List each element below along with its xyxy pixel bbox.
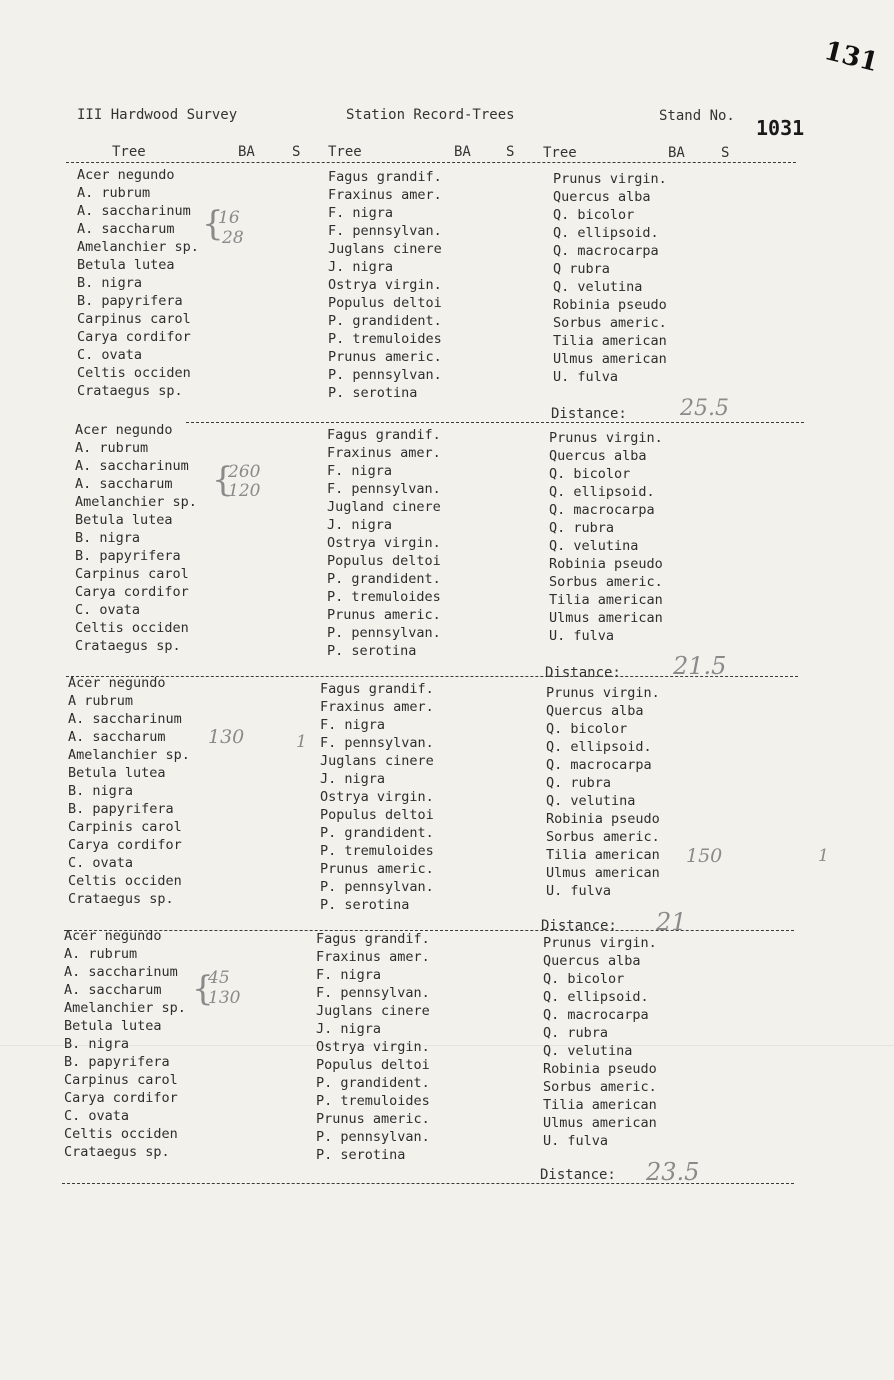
tree-species: Sorbus americ. bbox=[546, 829, 660, 845]
tree-species: Populus deltoi bbox=[316, 1057, 430, 1073]
tree-species: Tilia american bbox=[543, 1097, 657, 1113]
tree-species: Quercus alba bbox=[549, 448, 647, 464]
block-divider bbox=[62, 1183, 794, 1184]
handwritten-ba: 120 bbox=[228, 481, 261, 501]
col-header-tree-2: Tree bbox=[328, 144, 362, 160]
tree-species: Prunus americ. bbox=[328, 349, 442, 365]
tree-species: P. pennsylvan. bbox=[320, 879, 434, 895]
tree-species: Q. rubra bbox=[549, 520, 615, 536]
header-divider bbox=[66, 162, 796, 163]
tree-species: Robinia pseudo bbox=[543, 1061, 657, 1077]
tree-species: Prunus americ. bbox=[320, 861, 434, 877]
tree-species: Celtis occiden bbox=[77, 365, 191, 381]
col-header-ba-2: BA bbox=[454, 144, 471, 160]
block4-col3 bbox=[543, 934, 657, 1150]
tree-species: Q. ellipsoid. bbox=[546, 739, 652, 755]
tree-species: Crataegus sp. bbox=[68, 891, 174, 907]
tree-species: B. papyrifera bbox=[75, 548, 181, 564]
handwritten-ba: 260 bbox=[228, 462, 261, 482]
distance-label: Distance: bbox=[541, 918, 617, 934]
block1-col1 bbox=[77, 166, 199, 400]
tree-species: Q. bicolor bbox=[549, 466, 631, 482]
block3-col3 bbox=[546, 684, 660, 900]
tree-species: Fagus grandif. bbox=[327, 427, 441, 443]
tree-species: Robinia pseudo bbox=[553, 297, 667, 313]
tree-species: F. nigra bbox=[327, 463, 393, 479]
tree-species: Crataegus sp. bbox=[64, 1144, 170, 1160]
tree-species: P. serotina bbox=[320, 897, 410, 913]
tree-species: P. grandident. bbox=[320, 825, 434, 841]
tree-species: P. pennsylvan. bbox=[328, 367, 442, 383]
handwritten-s: 1 bbox=[296, 732, 307, 752]
tree-species: A. saccharum bbox=[64, 982, 162, 998]
tree-species: F. nigra bbox=[316, 967, 382, 983]
tree-species: Ulmus american bbox=[553, 351, 667, 367]
tree-species: P. tremuloides bbox=[316, 1093, 430, 1109]
tree-species: Sorbus americ. bbox=[553, 315, 667, 331]
tree-species: Ulmus american bbox=[549, 610, 663, 626]
tree-species: F. pennsylvan. bbox=[328, 223, 442, 239]
col-header-ba-3: BA bbox=[668, 145, 685, 161]
tree-species: Q. velutina bbox=[549, 538, 639, 554]
tree-species: A. saccharum bbox=[75, 476, 173, 492]
tree-species: A. saccharum bbox=[68, 729, 166, 745]
tree-species: J. nigra bbox=[327, 517, 393, 533]
tree-species: A. saccharinum bbox=[68, 711, 182, 727]
tree-species: Sorbus americ. bbox=[543, 1079, 657, 1095]
tree-species: A. saccharinum bbox=[75, 458, 189, 474]
tree-species: Carpinis carol bbox=[68, 819, 182, 835]
tree-species: B. papyrifera bbox=[68, 801, 174, 817]
block3-col2 bbox=[320, 680, 434, 914]
tree-species: Prunus virgin. bbox=[549, 430, 663, 446]
tree-species: P. grandident. bbox=[316, 1075, 430, 1091]
tree-species: Betula lutea bbox=[77, 257, 175, 273]
tree-species: Fraxinus amer. bbox=[316, 949, 430, 965]
tree-species: Fagus grandif. bbox=[328, 169, 442, 185]
tree-species: Acer negundo bbox=[64, 928, 162, 944]
tree-species: Carya cordifor bbox=[77, 329, 191, 345]
tree-species: Ostrya virgin. bbox=[328, 277, 442, 293]
tree-species: Betula lutea bbox=[64, 1018, 162, 1034]
handwritten-s: 1 bbox=[818, 846, 829, 866]
tree-species: A. saccharum bbox=[77, 221, 175, 237]
tree-species: B. nigra bbox=[68, 783, 134, 799]
tree-species: Q. macrocarpa bbox=[543, 1007, 649, 1023]
block2-col3 bbox=[549, 429, 663, 645]
tree-species: P. grandident. bbox=[327, 571, 441, 587]
handwritten-ba: 130 bbox=[208, 988, 241, 1008]
block-divider bbox=[186, 422, 804, 423]
tree-species: Ostrya virgin. bbox=[320, 789, 434, 805]
tree-species: A rubrum bbox=[68, 693, 134, 709]
distance-value: 21 bbox=[656, 908, 687, 936]
tree-species: J. nigra bbox=[328, 259, 394, 275]
tree-species: Celtis occiden bbox=[75, 620, 189, 636]
tree-species: C. ovata bbox=[64, 1108, 130, 1124]
handwritten-ba: 45 bbox=[208, 968, 230, 988]
tree-species: Prunus americ. bbox=[316, 1111, 430, 1127]
tree-species: Quercus alba bbox=[546, 703, 644, 719]
tree-species: Carya cordifor bbox=[75, 584, 189, 600]
stand-label: Stand No. bbox=[659, 108, 735, 124]
tree-species: P. pennsylvan. bbox=[327, 625, 441, 641]
tree-species: Q. bicolor bbox=[553, 207, 635, 223]
col-header-ba-1: BA bbox=[238, 144, 255, 160]
corner-mark: 131 bbox=[821, 35, 882, 79]
tree-species: Quercus alba bbox=[543, 953, 641, 969]
tree-species: Fraxinus amer. bbox=[327, 445, 441, 461]
form-title: Station Record-Trees bbox=[346, 107, 515, 123]
tree-species: Populus deltoi bbox=[327, 553, 441, 569]
handwritten-ba: 28 bbox=[222, 228, 244, 248]
tree-species: U. fulva bbox=[546, 883, 612, 899]
tree-species: Fraxinus amer. bbox=[320, 699, 434, 715]
handwritten-brace: { bbox=[212, 460, 234, 500]
tree-species: Robinia pseudo bbox=[549, 556, 663, 572]
col-header-s-3: S bbox=[721, 145, 730, 161]
tree-species: Jugland cinere bbox=[327, 499, 441, 515]
tree-species: Juglans cinere bbox=[316, 1003, 430, 1019]
tree-species: Q. rubra bbox=[543, 1025, 609, 1041]
distance-value: 25.5 bbox=[680, 396, 729, 421]
survey-section-title: III Hardwood Survey bbox=[77, 107, 238, 123]
tree-species: Q. ellipsoid. bbox=[543, 989, 649, 1005]
tree-species: Q. velutina bbox=[553, 279, 643, 295]
tree-species: Juglans cinere bbox=[328, 241, 442, 257]
tree-species: J. nigra bbox=[320, 771, 386, 787]
tree-species: F. pennsylvan. bbox=[320, 735, 434, 751]
distance-value: 21.5 bbox=[673, 652, 727, 680]
tree-species: Celtis occiden bbox=[64, 1126, 178, 1142]
tree-species: Fraxinus amer. bbox=[328, 187, 442, 203]
tree-species: Populus deltoi bbox=[328, 295, 442, 311]
tree-species: P. tremuloides bbox=[327, 589, 441, 605]
block4-col1 bbox=[64, 927, 186, 1161]
distance-label: Distance: bbox=[545, 665, 621, 681]
tree-species: A. saccharinum bbox=[64, 964, 178, 980]
tree-species: Fagus grandif. bbox=[316, 931, 430, 947]
tree-species: Carya cordifor bbox=[68, 837, 182, 853]
handwritten-ba: 150 bbox=[686, 845, 723, 867]
tree-species: C. ovata bbox=[77, 347, 143, 363]
tree-species: C. ovata bbox=[75, 602, 141, 618]
tree-species: Q rubra bbox=[553, 261, 610, 277]
tree-species: Carpinus carol bbox=[77, 311, 191, 327]
tree-species: A. rubrum bbox=[75, 440, 149, 456]
tree-species: Amelanchier sp. bbox=[68, 747, 190, 763]
paper-fold bbox=[0, 1045, 894, 1046]
distance-label: Distance: bbox=[551, 406, 627, 422]
tree-species: F. nigra bbox=[328, 205, 394, 221]
tree-species: Prunus virgin. bbox=[546, 685, 660, 701]
tree-species: Carya cordifor bbox=[64, 1090, 178, 1106]
tree-species: Betula lutea bbox=[68, 765, 166, 781]
tree-species: Q. bicolor bbox=[543, 971, 625, 987]
tree-species: Q. rubra bbox=[546, 775, 612, 791]
col-header-s-1: S bbox=[292, 144, 301, 160]
distance-value: 23.5 bbox=[646, 1158, 700, 1186]
tree-species: Fagus grandif. bbox=[320, 681, 434, 697]
tree-species: B. nigra bbox=[77, 275, 143, 291]
stand-number: 1031 bbox=[756, 116, 805, 140]
tree-species: P. grandident. bbox=[328, 313, 442, 329]
tree-species: P. serotina bbox=[328, 385, 418, 401]
handwritten-brace: { bbox=[192, 969, 214, 1009]
tree-species: Q. ellipsoid. bbox=[549, 484, 655, 500]
col-header-tree-1: Tree bbox=[112, 144, 146, 160]
tree-species: U. fulva bbox=[553, 369, 619, 385]
tree-species: Tilia american bbox=[553, 333, 667, 349]
block2-col2 bbox=[327, 426, 441, 660]
block2-col1 bbox=[75, 421, 197, 655]
tree-species: Carpinus carol bbox=[75, 566, 189, 582]
tree-species: Amelanchier sp. bbox=[77, 239, 199, 255]
tree-species: Q. velutina bbox=[546, 793, 636, 809]
block3-col1 bbox=[68, 674, 190, 908]
tree-species: F. pennsylvan. bbox=[316, 985, 430, 1001]
tree-species: Prunus virgin. bbox=[543, 935, 657, 951]
tree-species: Tilia american bbox=[546, 847, 660, 863]
tree-species: A. rubrum bbox=[77, 185, 151, 201]
tree-species: Q. macrocarpa bbox=[549, 502, 655, 518]
tree-species: Amelanchier sp. bbox=[75, 494, 197, 510]
handwritten-ba: 16 bbox=[218, 208, 240, 228]
tree-species: A. rubrum bbox=[64, 946, 138, 962]
tree-species: Acer negundo bbox=[75, 422, 173, 438]
tree-species: C. ovata bbox=[68, 855, 134, 871]
tree-species: Quercus alba bbox=[553, 189, 651, 205]
tree-species: Tilia american bbox=[549, 592, 663, 608]
tree-species: P. pennsylvan. bbox=[316, 1129, 430, 1145]
tree-species: Prunus virgin. bbox=[553, 171, 667, 187]
tree-species: Ulmus american bbox=[546, 865, 660, 881]
tree-species: B. papyrifera bbox=[64, 1054, 170, 1070]
tree-species: J. nigra bbox=[316, 1021, 382, 1037]
tree-species: Acer negundo bbox=[77, 167, 175, 183]
tree-species: A. saccharinum bbox=[77, 203, 191, 219]
tree-species: Robinia pseudo bbox=[546, 811, 660, 827]
handwritten-brace: { bbox=[202, 204, 224, 244]
tree-species: Q. bicolor bbox=[546, 721, 628, 737]
tree-species: Ulmus american bbox=[543, 1115, 657, 1131]
tree-species: F. pennsylvan. bbox=[327, 481, 441, 497]
tree-species: Ostrya virgin. bbox=[316, 1039, 430, 1055]
tree-species: B. nigra bbox=[64, 1036, 130, 1052]
tree-species: Q. macrocarpa bbox=[546, 757, 652, 773]
col-header-s-2: S bbox=[506, 144, 515, 160]
tree-species: Populus deltoi bbox=[320, 807, 434, 823]
tree-species: Betula lutea bbox=[75, 512, 173, 528]
distance-label: Distance: bbox=[540, 1167, 616, 1183]
tree-species: Q. ellipsoid. bbox=[553, 225, 659, 241]
tree-species: Crataegus sp. bbox=[77, 383, 183, 399]
tree-species: Sorbus americ. bbox=[549, 574, 663, 590]
tree-species: Celtis occiden bbox=[68, 873, 182, 889]
tree-species: Crataegus sp. bbox=[75, 638, 181, 654]
tree-species: Juglans cinere bbox=[320, 753, 434, 769]
tree-species: B. nigra bbox=[75, 530, 141, 546]
col-header-tree-3: Tree bbox=[543, 145, 577, 161]
tree-species: Ostrya virgin. bbox=[327, 535, 441, 551]
tree-species: P. serotina bbox=[316, 1147, 406, 1163]
tree-species: Acer negundo bbox=[68, 675, 166, 691]
tree-species: F. nigra bbox=[320, 717, 386, 733]
handwritten-ba: 130 bbox=[208, 726, 245, 748]
tree-species: P. serotina bbox=[327, 643, 417, 659]
block1-col3 bbox=[553, 170, 667, 386]
block1-col2 bbox=[328, 168, 442, 402]
tree-species: U. fulva bbox=[549, 628, 615, 644]
tree-species: Q. macrocarpa bbox=[553, 243, 659, 259]
block4-col2 bbox=[316, 930, 430, 1164]
tree-species: P. tremuloides bbox=[328, 331, 442, 347]
tree-species: Prunus americ. bbox=[327, 607, 441, 623]
tree-species: Carpinus carol bbox=[64, 1072, 178, 1088]
tree-species: P. tremuloides bbox=[320, 843, 434, 859]
tree-species: Amelanchier sp. bbox=[64, 1000, 186, 1016]
tree-species: U. fulva bbox=[543, 1133, 609, 1149]
tree-species: Q. velutina bbox=[543, 1043, 633, 1059]
tree-species: B. papyrifera bbox=[77, 293, 183, 309]
